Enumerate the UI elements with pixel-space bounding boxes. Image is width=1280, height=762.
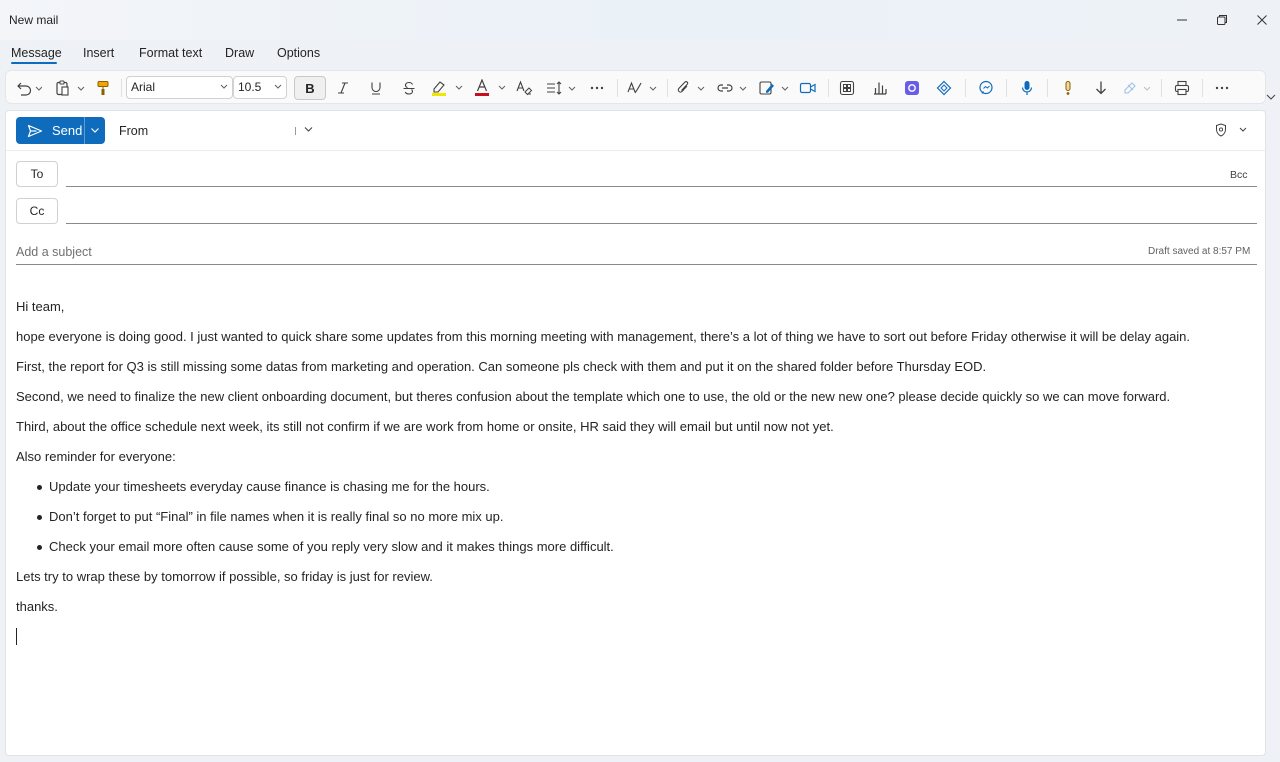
chevron-down-icon [90, 127, 100, 134]
restore-icon[interactable] [1209, 8, 1235, 32]
link-icon[interactable] [716, 76, 750, 100]
sensitivity-label-icon[interactable] [1122, 76, 1154, 100]
viva-insights-icon[interactable] [868, 76, 892, 100]
close-icon[interactable] [1249, 8, 1275, 32]
active-tab-indicator [11, 62, 57, 64]
dictate-icon[interactable] [1015, 76, 1039, 100]
send-split-button [16, 117, 105, 144]
ribbon-tabs [0, 40, 1280, 66]
subject-input[interactable]: Add a subject [16, 245, 92, 259]
bold-icon[interactable] [294, 76, 326, 100]
list-item: Check your email more often cause some of you reply very slow and it makes things more difficult. [16, 539, 1246, 569]
separator [1006, 79, 1007, 97]
strikethrough-icon[interactable] [394, 76, 424, 100]
tab-draw[interactable]: Draw [225, 46, 255, 60]
meeting-icon[interactable] [796, 76, 820, 100]
print-icon[interactable] [1170, 76, 1194, 100]
separator [617, 79, 618, 97]
chevron-down-icon[interactable] [1239, 127, 1247, 133]
from-separator [295, 127, 296, 135]
separator [828, 79, 829, 97]
tab-options[interactable]: Options [277, 46, 321, 60]
highlight-icon[interactable] [430, 76, 468, 100]
body-paragraph: First, the report for Q3 is still missing some datas from marketing and operation. Can someone pls check with them and put it on the shared folder before Thursday EOD. [16, 359, 987, 374]
bullet-list [16, 479, 1246, 569]
closing-paragraph: Lets try to wrap these by tomorrow if possible, so friday is just for review. [16, 569, 433, 584]
loop-icon[interactable] [900, 76, 924, 100]
to-button[interactable]: To [16, 161, 58, 187]
from-selector[interactable]: From [119, 124, 149, 138]
message-body[interactable] [16, 299, 1246, 629]
ribbon-expand-chevron-icon[interactable] [1266, 88, 1276, 106]
send-label: Send [52, 123, 83, 138]
sensitivity-icon[interactable] [974, 76, 998, 100]
send-button[interactable] [16, 117, 84, 144]
attach-file-icon[interactable] [676, 76, 708, 100]
list-item: Update your timesheets everyday cause finance is chasing me for the hours. [16, 479, 1246, 509]
separator [121, 79, 122, 97]
underline-icon[interactable] [361, 76, 391, 100]
chevron-down-icon [274, 84, 282, 90]
send-icon [27, 124, 43, 138]
font-name-value: Arial [131, 80, 156, 94]
list-item: Don’t forget to put “Final” in file names when it is really final so no more mix up. [16, 509, 1246, 539]
chevron-down-icon[interactable] [304, 126, 313, 133]
signature-icon[interactable] [758, 76, 792, 100]
to-field[interactable] [66, 186, 1257, 187]
bcc-button[interactable]: Bcc [1230, 169, 1248, 181]
cc-button[interactable]: Cc [16, 198, 58, 224]
shield-icon[interactable] [1215, 123, 1227, 137]
high-importance-icon[interactable] [1056, 76, 1080, 100]
separator [667, 79, 668, 97]
subject-underline [16, 264, 1257, 265]
svg-text:B: B [305, 81, 315, 95]
body-paragraph: Second, we need to finalize the new client onboarding document, but theres confusion about the template which one to use, the old or the new new one? please decide quickly so we can move forward. [16, 389, 1171, 404]
editor-icon[interactable] [626, 76, 660, 100]
copilot-icon[interactable] [932, 76, 956, 100]
divider [6, 150, 1265, 151]
signoff-line: thanks. [16, 599, 58, 614]
body-paragraph: Also reminder for everyone: [16, 449, 176, 464]
undo-icon[interactable] [14, 76, 42, 100]
draft-status: Draft saved at 8:57 PM [1148, 246, 1251, 257]
more-icon[interactable] [586, 76, 608, 100]
tab-format-text[interactable]: Format text [139, 46, 203, 60]
clear-formatting-icon[interactable] [512, 76, 536, 100]
separator [1047, 79, 1048, 97]
low-importance-icon[interactable] [1089, 76, 1113, 100]
compose-pane [5, 110, 1266, 756]
more-options-icon[interactable] [1211, 76, 1233, 100]
italic-icon[interactable] [328, 76, 358, 100]
font-size-value: 10.5 [238, 80, 262, 94]
tab-message[interactable]: Message [11, 46, 62, 60]
chevron-down-icon [220, 84, 228, 90]
body-paragraph: Third, about the office schedule next week, its still not confirm if we are work from home or onsite, HR said they will email but until now not yet. [16, 419, 834, 434]
separator [965, 79, 966, 97]
title-bar [0, 0, 1280, 40]
font-color-icon[interactable] [473, 76, 511, 100]
paragraph-spacing-icon[interactable] [545, 76, 579, 100]
font-size-select[interactable] [233, 76, 287, 99]
body-paragraph: hope everyone is doing good. I just wanted to quick share some updates from this morning meeting with management, there’s a lot of thing we have to sort out before Friday otherwise it will be delay again. [16, 329, 1191, 344]
text-cursor [16, 628, 17, 645]
font-name-select[interactable] [126, 76, 233, 99]
greeting-line: Hi team, [16, 299, 65, 314]
send-options-button[interactable] [85, 117, 105, 144]
format-painter-icon[interactable] [92, 76, 114, 100]
paste-icon[interactable] [54, 76, 86, 100]
cc-field[interactable] [66, 223, 1257, 224]
minimize-icon[interactable] [1169, 8, 1195, 32]
apps-icon[interactable] [835, 76, 859, 100]
separator [1202, 79, 1203, 97]
ribbon-toolbar [5, 70, 1266, 104]
tab-insert[interactable]: Insert [83, 46, 115, 60]
window-title: New mail [9, 13, 59, 27]
separator [1161, 79, 1162, 97]
